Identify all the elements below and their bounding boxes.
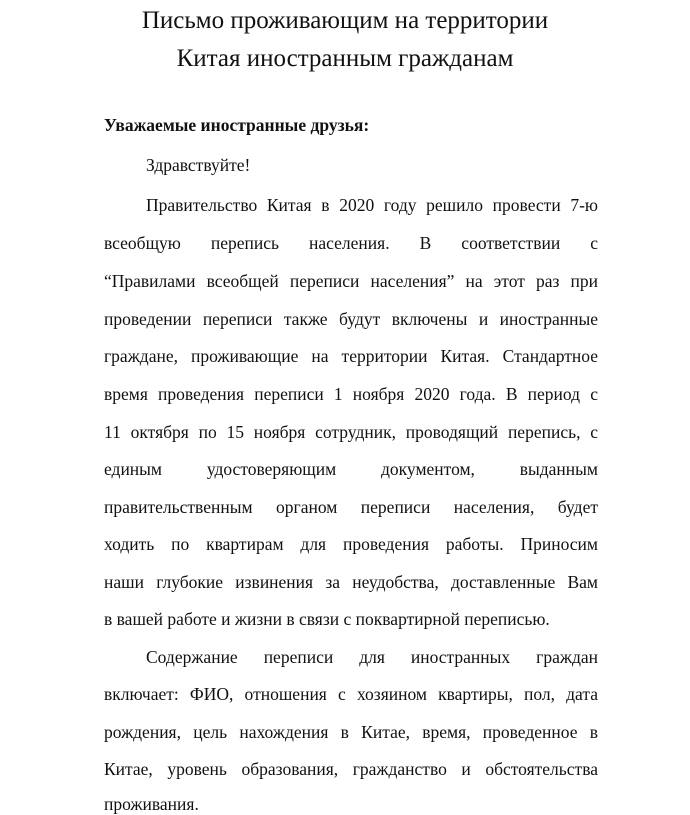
paragraph-1-line: в вашей работе и жизни в связи с поквартирной переписью. xyxy=(104,609,550,629)
paragraph-1-line: всеобщую перепись населения. В соответствии с xyxy=(104,233,598,253)
paragraph-1-line: граждане, проживающие на территории Китая. Стандартное xyxy=(104,346,598,366)
paragraph-1-line: правительственным органом переписи населения, будет xyxy=(104,497,598,517)
paragraph-1-line: наши глубокие извинения за неудобства, доставленные Вам xyxy=(104,572,598,592)
paragraph-1-line: 11 октября по 15 ноября сотрудник, проводящий перепись, с xyxy=(104,422,598,442)
document-title-line-2: Китая иностранным гражданам xyxy=(176,45,514,72)
paragraph-1-line: ходить по квартирам для проведения работы. Приносим xyxy=(104,534,598,554)
paragraph-1-line: “Правилами всеобщей переписи населения” на этот раз при xyxy=(104,271,598,291)
paragraph-2-line: Китае, уровень образования, гражданство и обстоятельства xyxy=(104,759,598,779)
paragraph-2-line: включает: ФИО, отношения с хозяином квартиры, пол, дата xyxy=(104,684,598,704)
paragraph-2-line: Содержание переписи для иностранных граждан xyxy=(146,647,598,667)
paragraph-1-line: время проведения переписи 1 ноября 2020 года. В период с xyxy=(104,384,598,404)
paragraph-1-line: единым удостоверяющим документом, выданным xyxy=(104,459,598,479)
document-title-line-1: Письмо проживающим на территории xyxy=(141,7,549,34)
paragraph-2-line: рождения, цель нахождения в Китае, время, проведенное в xyxy=(104,722,598,742)
hello-line: Здравствуйте! xyxy=(146,155,251,175)
paragraph-1-line: Правительство Китая в 2020 году решило провести 7-ю xyxy=(146,195,598,215)
paragraph-1-line: проведении переписи также будут включены и иностранные xyxy=(104,309,598,329)
salutation: Уважаемые иностранные друзья: xyxy=(104,115,370,135)
paragraph-2-line: проживания. xyxy=(104,794,199,814)
